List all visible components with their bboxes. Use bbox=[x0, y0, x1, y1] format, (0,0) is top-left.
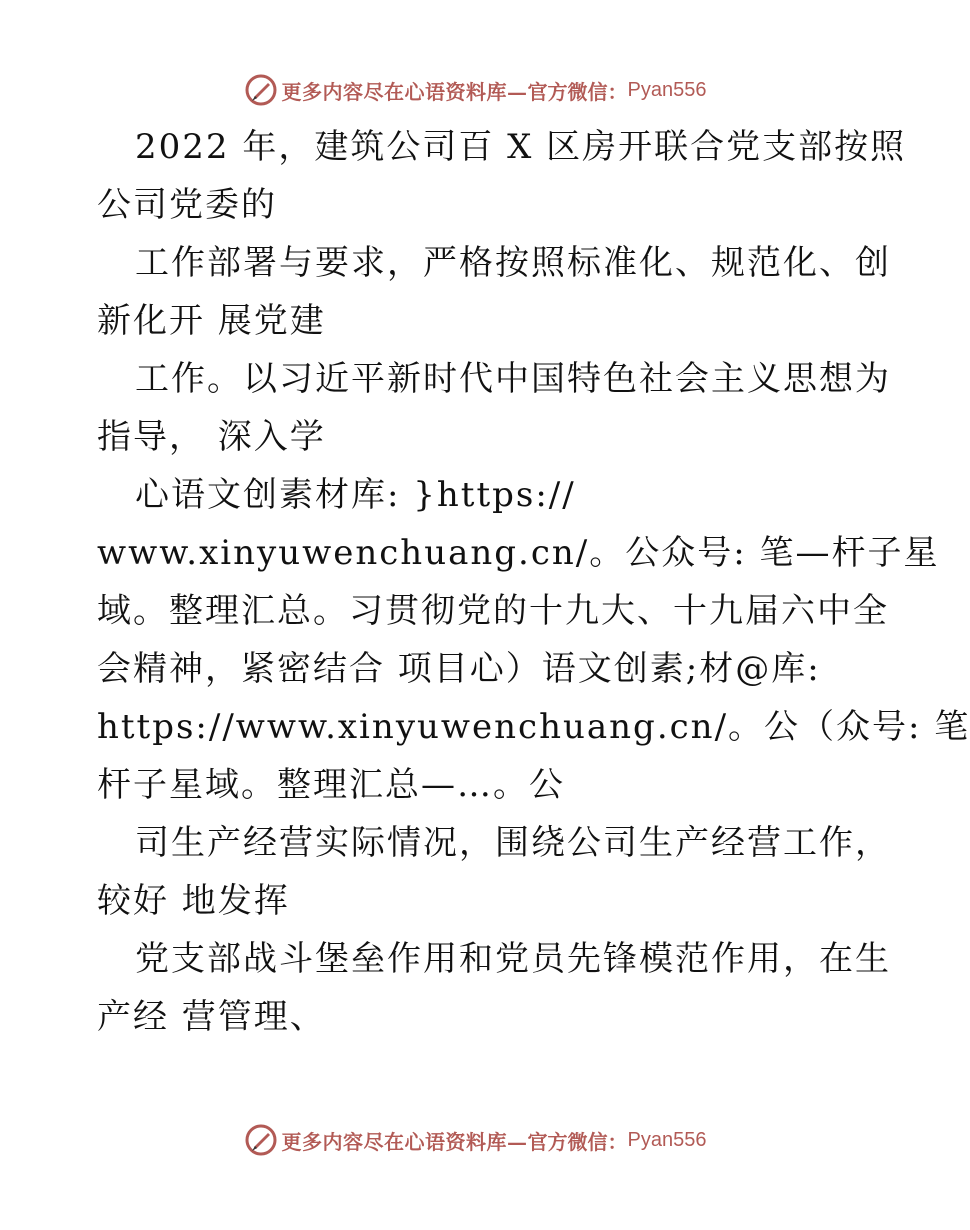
text-line: 工作。以习近平新时代中国特色社会主义思想为 bbox=[135, 359, 891, 399]
text-line: 较好 地发挥 bbox=[97, 881, 290, 921]
text-line: 指导， 深入学 bbox=[97, 417, 326, 457]
text-line: 域。整理汇总。习贯彻党的十九大、十九届六中全 bbox=[97, 591, 889, 631]
text-line: 公司党委的 bbox=[97, 185, 277, 225]
text-line: 杆子星域。整理汇总—…。公 bbox=[97, 765, 565, 805]
header-banner bbox=[0, 70, 950, 110]
text-line: www.xinyuwenchuang.cn/。公众号: 笔—杆子星 bbox=[97, 533, 940, 573]
text-line: 2022 年，建筑公司百 X 区房开联合党支部按照 bbox=[135, 127, 907, 167]
quill-logo-icon bbox=[244, 1123, 278, 1157]
quill-logo-icon bbox=[244, 73, 278, 107]
promo-text: 更多内容尽在心语资料库— bbox=[281, 1129, 528, 1154]
document-body bbox=[97, 118, 970, 1046]
wechat-label: 官方微信： bbox=[527, 79, 628, 104]
wechat-id: Pyan556 bbox=[627, 78, 707, 101]
text-line: 会精神，紧密结合 项目心）语文创素;材@库: bbox=[97, 649, 821, 689]
text-line: https://www.xinyuwenchuang.cn/。公（众号: 笔 bbox=[97, 707, 970, 747]
text-line: 产经 营管理、 bbox=[97, 997, 326, 1037]
wechat-id: Pyan556 bbox=[627, 1128, 707, 1151]
wechat-label: 官方微信： bbox=[527, 1129, 628, 1154]
promo-text: 更多内容尽在心语资料库— bbox=[281, 79, 528, 104]
text-line: 党支部战斗堡垒作用和党员先锋模范作用，在生 bbox=[135, 939, 891, 979]
text-line: 司生产经营实际情况，围绕公司生产经营工作， bbox=[135, 823, 891, 863]
text-line: 心语文创素材库: }https:// bbox=[135, 475, 576, 515]
text-line: 新化开 展党建 bbox=[97, 301, 326, 341]
text-line: 工作部署与要求，严格按照标准化、规范化、创 bbox=[135, 243, 891, 283]
footer-banner bbox=[0, 1120, 950, 1160]
